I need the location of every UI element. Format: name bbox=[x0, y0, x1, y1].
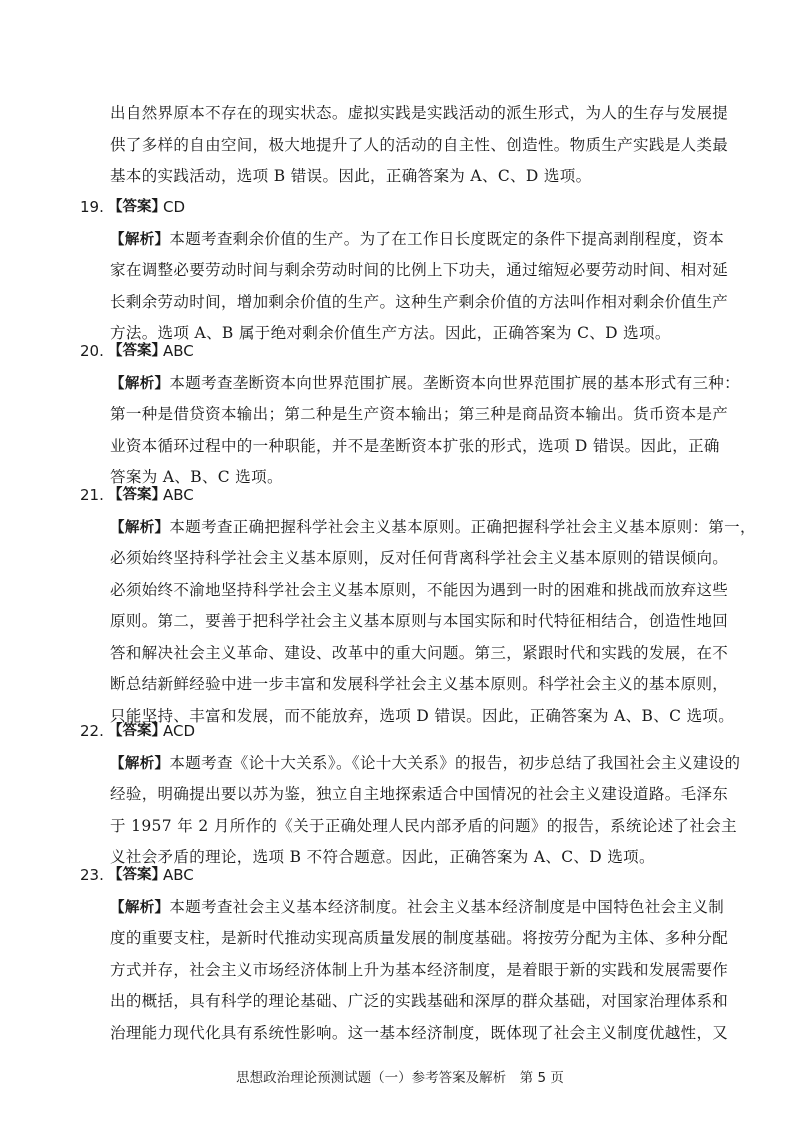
text-line: 长剩余劳动时间，增加剩余价值的生产。这种生产剩余价值的方法叫作相对剩余价值生产 bbox=[110, 292, 729, 311]
question-number: 22. bbox=[80, 722, 104, 740]
text-line: 出自然界原本不存在的现实状态。虚拟实践是实践活动的派生形式，为人的生存与发展提 bbox=[110, 104, 729, 122]
page-footer: 思想政治理论预测试题（一）参考答案及解析 第 5 页 bbox=[236, 1070, 564, 1086]
text-line: 只能坚持、丰富和发展，而不能放弃，选项 D 错误。因此，正确答案为 A、B、C 选项。 bbox=[110, 706, 735, 725]
explanation-label: 【解析】 bbox=[110, 375, 170, 392]
explanation bbox=[110, 224, 729, 350]
answer-label: 【答案】 bbox=[108, 723, 166, 739]
text-line: 基本的实践活动，选项 B 错误。因此，正确答案为 A、C、D 选项。 bbox=[110, 167, 592, 185]
answer-value: ABC bbox=[163, 486, 194, 504]
explanation bbox=[110, 748, 741, 874]
text-line: 答案为 A、B、C 选项。 bbox=[110, 468, 283, 486]
explanation bbox=[110, 512, 756, 733]
text-line: 义社会矛盾的理论，选项 B 不符合题意。因此，正确答案为 A、C、D 选项。 bbox=[110, 848, 655, 866]
text-line: 家在调整必要劳动时间与剩余劳动时间的比例上下功夫，通过缩短必要劳动时间、相对延 bbox=[110, 261, 729, 279]
explanation-label: 【解析】 bbox=[110, 519, 170, 536]
text-line: 出的概括，具有科学的理论基础、广泛的实践基础和深厚的群众基础，对国家治理体系和 bbox=[110, 992, 729, 1010]
text-line: 业资本循环过程中的一种职能，并不是垄断资本扩张的形式，选项 D 错误。因此，正确 bbox=[110, 436, 720, 455]
text-line bbox=[110, 368, 741, 400]
text-span: 本题考查剩余价值的生产。为了在工作日长度既定的条件下提高剥削程度，资本 bbox=[169, 229, 725, 248]
answer-value: ACD bbox=[163, 722, 196, 740]
explanation-label: 【解析】 bbox=[110, 899, 170, 916]
answer-value: ABC bbox=[163, 342, 194, 360]
text-line bbox=[110, 892, 725, 924]
text-line: 治理能力现代化具有系统性影响。这一基本经济制度，既体现了社会主义制度优越性，又 bbox=[110, 1023, 729, 1042]
text-span: 本题考查社会主义基本经济制度。社会主义基本经济制度是中国特色社会主义制 bbox=[169, 897, 725, 916]
text-line: 必须始终坚持科学社会主义基本原则，反对任何背离科学社会主义基本原则的错误倾向。 bbox=[110, 549, 729, 567]
text-span: 本题考查正确把握科学社会主义基本原则。正确把握科学社会主义基本原则：第一， bbox=[169, 517, 756, 536]
text-span: 本题考查《论十大关系》。《论十大关系》的报告，初步总结了我国社会主义建设的 bbox=[169, 753, 741, 772]
answer-label: 【答案】 bbox=[108, 867, 166, 883]
text-line: 度的重要支柱，是新时代推动实现高质量发展的制度基础。将按劳分配为主体、多种分配 bbox=[110, 929, 729, 947]
explanation bbox=[110, 368, 741, 494]
text-line: 于 1957 年 2 月所作的《关于正确处理人民内部矛盾的问题》的报告，系统论述了社会主 bbox=[110, 816, 737, 835]
explanation-label: 【解析】 bbox=[110, 231, 170, 248]
text-line: 必须始终不渝地坚持科学社会主义基本原则，不能因为遇到一时的困难和挑战而放弃这些 bbox=[110, 580, 729, 599]
text-line bbox=[110, 512, 756, 544]
text-line bbox=[110, 748, 741, 780]
text-line: 方式并存，社会主义市场经济体制上升为基本经济制度，是着眼于新的实践和发展需要作 bbox=[110, 960, 729, 979]
answer-label: 【答案】 bbox=[108, 487, 166, 503]
text-line: 断总结新鲜经验中进一步丰富和发展科学社会主义基本原则。科学社会主义的基本原则， bbox=[110, 675, 729, 693]
continuation-paragraph bbox=[110, 98, 729, 193]
text-span: 本题考查垄断资本向世界范围扩展。垄断资本向世界范围扩展的基本形式有三种： bbox=[169, 373, 741, 392]
text-line: 方法。选项 A、B 属于绝对剩余价值生产方法。因此，正确答案为 C、D 选项。 bbox=[110, 324, 671, 342]
text-line: 第一种是借贷资本输出；第二种是生产资本输出；第三种是商品资本输出。货币资本是产 bbox=[110, 405, 729, 423]
text-line: 答和解决社会主义革命、建设、改革中的重大问题。第三，紧跟时代和实践的发展，在不 bbox=[110, 643, 729, 662]
text-line: 供了多样的自由空间，极大地提升了人的活动的自主性、创造性。物质生产实践是人类最 bbox=[110, 135, 729, 154]
answer-label: 【答案】 bbox=[108, 199, 166, 215]
text-line: 原则。第二，要善于把科学社会主义基本原则与本国实际和时代特征相结合，创造性地回 bbox=[110, 612, 729, 630]
answer-value: ABC bbox=[163, 866, 194, 884]
answer-label: 【答案】 bbox=[108, 343, 166, 359]
question-number: 19. bbox=[80, 198, 104, 216]
answer-value: CD bbox=[163, 198, 186, 216]
explanation bbox=[110, 892, 729, 1050]
question-number: 23. bbox=[80, 866, 104, 884]
text-line: 经验，明确提出要以苏为鉴，独立自主地探索适合中国情况的社会主义建设道路。毛泽东 bbox=[110, 785, 729, 803]
explanation-label: 【解析】 bbox=[110, 755, 170, 772]
question-number: 20. bbox=[80, 342, 104, 360]
text-line bbox=[110, 224, 725, 256]
question-number: 21. bbox=[80, 486, 104, 504]
